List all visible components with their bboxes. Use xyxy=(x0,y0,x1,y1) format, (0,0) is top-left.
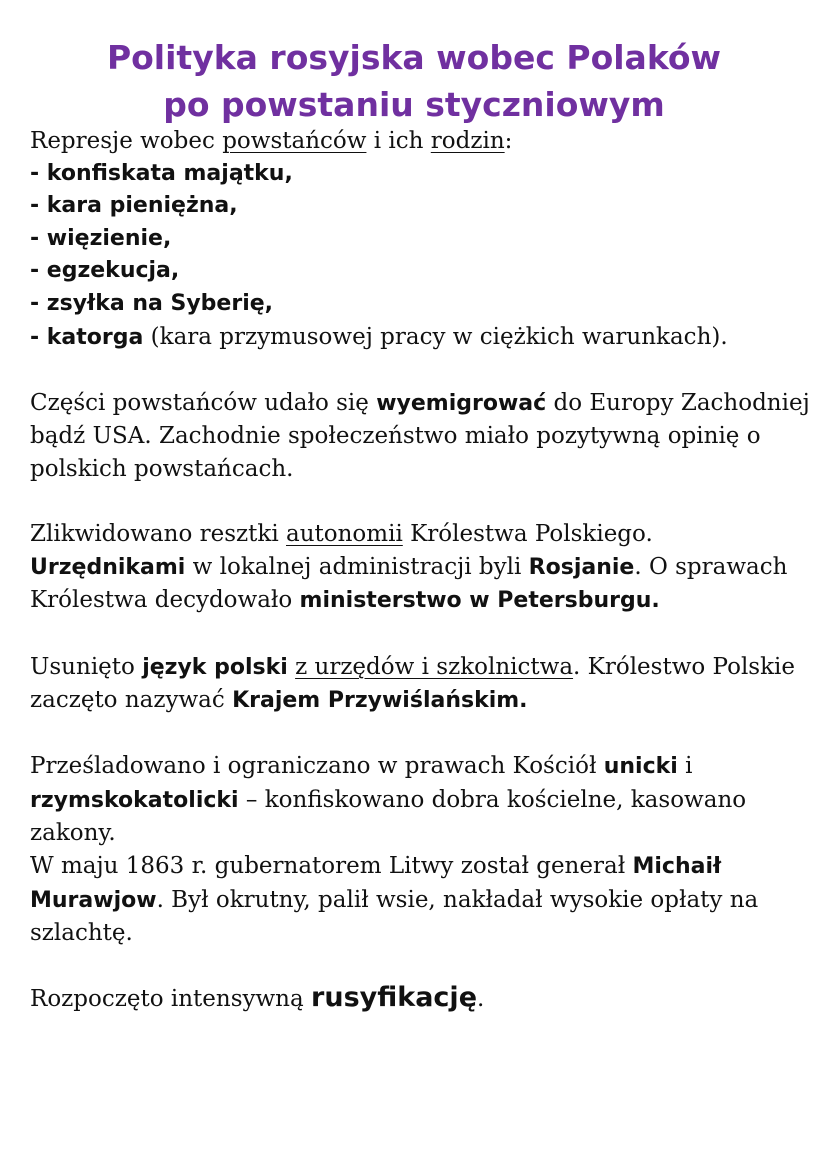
underlined-text: autonomii xyxy=(286,521,403,548)
title-line-1: Polityka rosyjska wobec Polaków xyxy=(106,38,722,77)
spacer xyxy=(30,950,815,983)
spacer xyxy=(30,486,815,519)
underlined-text: z urzędów i szkolnictwa xyxy=(295,653,574,680)
bold-text: Krajem Przywiślańskim. xyxy=(232,688,528,714)
text: . Był okrutny, palił wsie, nakładał wysokie opłaty na szlachtę. xyxy=(30,886,759,947)
paragraph-autonomy xyxy=(30,518,815,618)
text: do Europy Zachodniej bądź USA. Zachodnie społeczeństwo miało pozytywną opinię o polskich powstańcach. xyxy=(30,389,810,482)
text: Prześladowano i ograniczano w prawach Kościół xyxy=(30,753,604,780)
bold-text: język polski xyxy=(142,654,288,680)
spacer xyxy=(30,718,815,751)
text xyxy=(288,654,295,680)
bold-text: Rosjanie xyxy=(528,554,635,580)
bold-text: unicki xyxy=(603,754,678,780)
text: . xyxy=(477,986,485,1013)
text: . Królestwo Polskie zaczęto nazywać xyxy=(30,653,796,714)
paragraph-language xyxy=(30,651,815,718)
paragraph-murawjow xyxy=(30,850,815,950)
list-item: - konfiskata majątku, xyxy=(30,160,293,186)
document-body xyxy=(30,125,815,1016)
text: W maju 1863 r. gubernatorem Litwy został generał xyxy=(30,853,633,880)
paragraph-emigration xyxy=(30,387,815,486)
list-item: - więzienie, xyxy=(30,225,172,251)
title-line-2: po powstaniu styczniowym xyxy=(163,85,665,124)
text: i xyxy=(677,753,693,780)
repressions-intro xyxy=(30,125,815,158)
list-item: - kara pieniężna, xyxy=(30,193,238,219)
bold-text: Michaił Murawjow xyxy=(30,854,722,913)
text: w lokalnej administracji byli xyxy=(185,553,529,580)
text: Usunięto xyxy=(30,653,143,680)
spacer xyxy=(30,354,815,387)
bold-text: ministerstwo w Petersburgu. xyxy=(299,588,660,614)
text: Królestwa Polskiego. xyxy=(402,521,653,548)
spacer xyxy=(30,618,815,651)
list-item xyxy=(30,321,815,355)
text: (kara przymusowej pracy w ciężkich warunkach). xyxy=(143,323,728,350)
bold-text: Urzędnikami xyxy=(30,554,186,580)
text: Zlikwidowano resztki xyxy=(30,521,286,548)
text: : xyxy=(504,128,513,154)
bold-text: - katorga xyxy=(30,324,144,350)
page-title xyxy=(0,34,828,128)
bold-text: wyemigrować xyxy=(376,390,547,416)
paragraph-russification xyxy=(30,982,815,1016)
text: . O sprawach Królestwa decydowało xyxy=(30,553,788,614)
text: – konfiskowano dobra kościelne, kasowano zakony. xyxy=(30,786,747,847)
text: i ich xyxy=(366,128,431,154)
list-item: - zsyłka na Syberię, xyxy=(30,290,274,316)
bold-text: rzymskokatolicki xyxy=(30,787,239,813)
text: Rozpoczęto intensywną xyxy=(30,986,312,1013)
bold-text: rusyfikację xyxy=(311,982,477,1014)
underlined-text: rodzin xyxy=(430,128,505,154)
text: Represje wobec xyxy=(30,128,223,154)
list-item: - egzekucja, xyxy=(30,258,180,284)
underlined-text: powstańców xyxy=(222,128,367,154)
paragraph-church xyxy=(30,750,815,850)
text: Części powstańców udało się xyxy=(30,389,377,416)
